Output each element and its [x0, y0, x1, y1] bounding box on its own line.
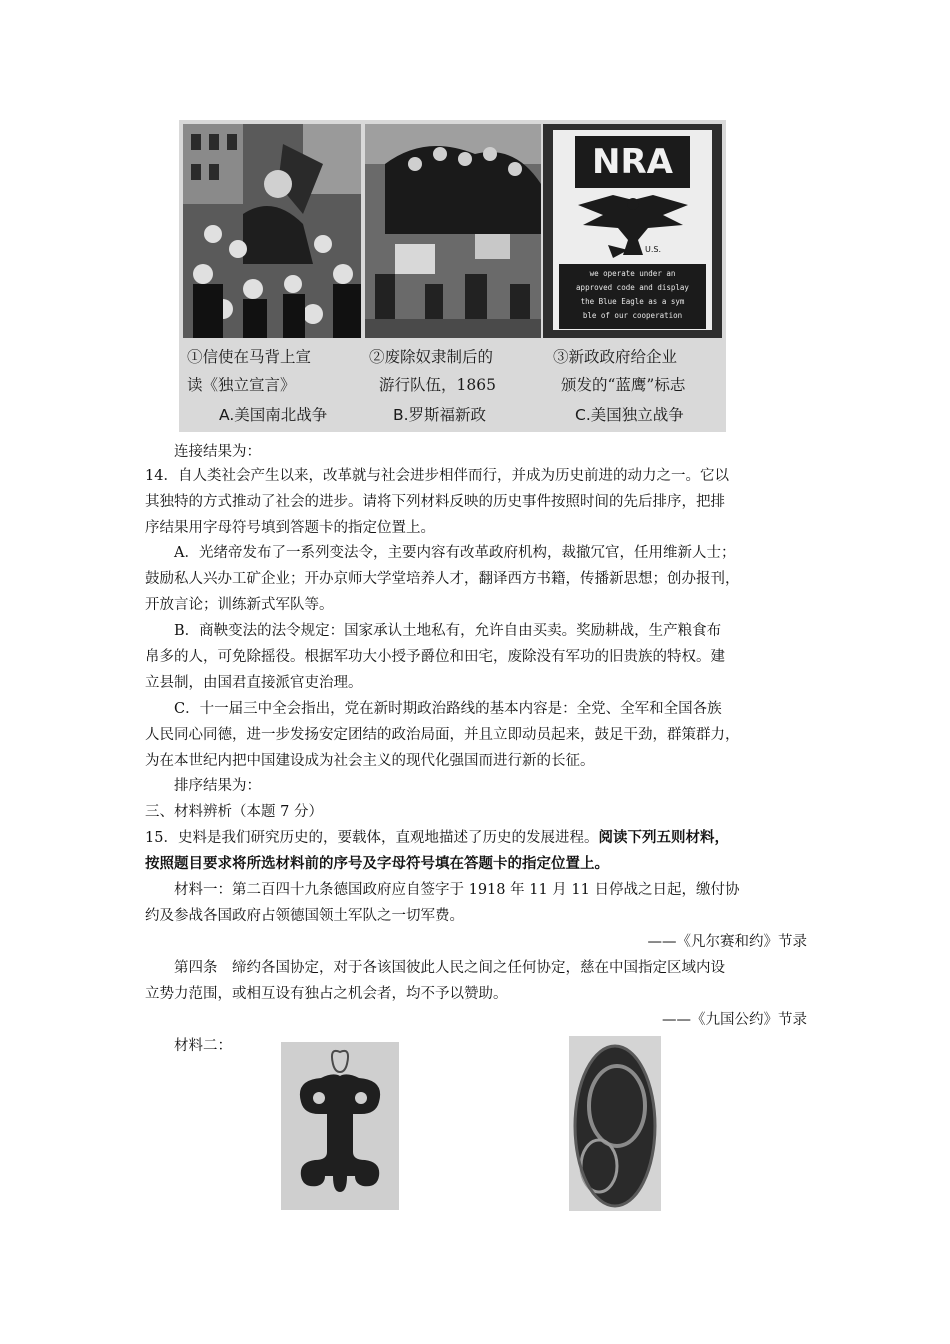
poster-text-line: the Blue Eagle as a sym [580, 297, 685, 306]
history-events-figure [179, 120, 726, 432]
q14-stem-line: 序结果用字母符号填到答题卡的指定位置上。 [145, 520, 435, 536]
us-mark: U.S. [645, 245, 662, 254]
panel1-caption-line2: 读《独立宣言》 [187, 376, 296, 394]
parade-illustration [365, 124, 541, 338]
source-versailles: ——《凡尔赛和约》节录 [647, 934, 807, 950]
shell-coin-image [569, 1036, 661, 1211]
q14-stem-line: 14．自人类社会产生以来，改革就与社会进步相伴而行，并成为历史前进的动力之一。它以 [145, 468, 729, 484]
panel2-answer-b: B.罗斯福新政 [393, 406, 487, 424]
material2-label: 材料二： [174, 1038, 232, 1054]
messenger-crowd-illustration [183, 124, 361, 338]
section-3-title: 三、材料辨析（本题 7 分） [145, 804, 323, 820]
material1-line: 材料一：第二百四十九条德国政府应自签字于 1918 年 11 月 11 日停战之日起，缴付协 [174, 882, 740, 898]
q15-stem-line2: 按照题目要求将所选材料前的序号及字母符号填在答题卡的指定位置上。 [145, 855, 609, 872]
q14-stem-line: 其独特的方式推动了社会的进步。请将下列材料反映的历史事件按照时间的先后排序，把排 [145, 494, 725, 510]
panel2-caption-line2: 游行队伍，1865 [379, 376, 496, 394]
spade-coin-icon [281, 1042, 399, 1210]
q13-result-label: 连接结果为： [174, 444, 261, 460]
eagle-icon [573, 190, 693, 260]
panel3-answer-c: C.美国独立战争 [575, 406, 684, 424]
q14-option-c-line: 为在本世纪内把中国建设成为社会主义的现代化强国而进行新的长征。 [145, 753, 595, 769]
panel3-caption-line1: ③新政政府给企业 [553, 348, 678, 366]
panel2-caption-line1: ②废除奴隶制后的 [369, 348, 494, 366]
panel1-caption-line1: ①信使在马背上宣 [187, 348, 312, 366]
panel1-answer-a: A.美国南北战争 [219, 406, 328, 424]
material1-line: 约及参战各国政府占领德国领土军队之一切军费。 [145, 908, 464, 924]
q14-option-c-line: 人民同心同德，进一步发扬安定团结的政治局面，并且立即动员起来，鼓足干劲，群策群力， [145, 727, 740, 743]
article4-line: 立势力范围，或相互设有独占之机会者，均不予以赞助。 [145, 986, 508, 1002]
q14-option-b-line: 帛多的人，可免除摇役。根据军功大小授予爵位和田宅，废除没有军功的旧贵族的特权。建 [145, 649, 725, 665]
q14-option-a-line: 鼓励私人兴办工矿企业；开办京师大学堂培养人才，翻译西方书籍，传播新思想；创办报刊， [145, 571, 740, 587]
source-nine-power: ——《九国公约》节录 [662, 1012, 807, 1028]
q15-stem-line1 [145, 828, 807, 848]
q14-option-a-line: 开放言论；训练新式军队等。 [145, 597, 334, 613]
poster-text-line: approved code and display [576, 283, 689, 292]
q15-stem-normal: 15．史料是我们研究历史的，要载体，直观地描述了历史的发展进程。 [145, 830, 599, 846]
panel-image-messenger [183, 124, 361, 338]
q15-stem-bold: 阅读下列五则材料， [598, 829, 729, 846]
nra-title: NRA [575, 136, 690, 188]
poster-text-line: we operate under an [589, 269, 676, 278]
spade-coin-image [281, 1042, 399, 1210]
panel-image-blue-eagle [543, 124, 722, 338]
poster-text-line: ble of our cooperation [582, 311, 683, 320]
q14-option-b-line: B．商鞅变法的法令规定：国家承认土地私有，允许自由买卖。奖励耕战，生产粮食布 [174, 623, 722, 639]
panel3-caption-line2: 颁发的“蓝鹰”标志 [561, 376, 686, 394]
q14-option-c-line: C．十一届三中全会指出，党在新时期政治路线的基本内容是：全党、全军和全国各族 [174, 701, 722, 717]
q14-option-a-line: A．光绪帝发布了一系列变法令，主要内容有改革政府机构，裁撤冗官，任用维新人士； [174, 545, 736, 561]
shell-coin-icon [569, 1036, 661, 1211]
article4-line: 第四条 缔约各国协定，对于各该国彼此人民之间之任何协定，慈在中国指定区域内设 [174, 960, 725, 976]
panel-image-parade [365, 124, 541, 338]
blue-eagle-poster [553, 130, 712, 330]
q14-result-label: 排序结果为： [174, 778, 261, 794]
poster-text-box [559, 264, 706, 329]
q14-option-b-line: 立县制，由国君直接派官吏治理。 [145, 675, 363, 691]
